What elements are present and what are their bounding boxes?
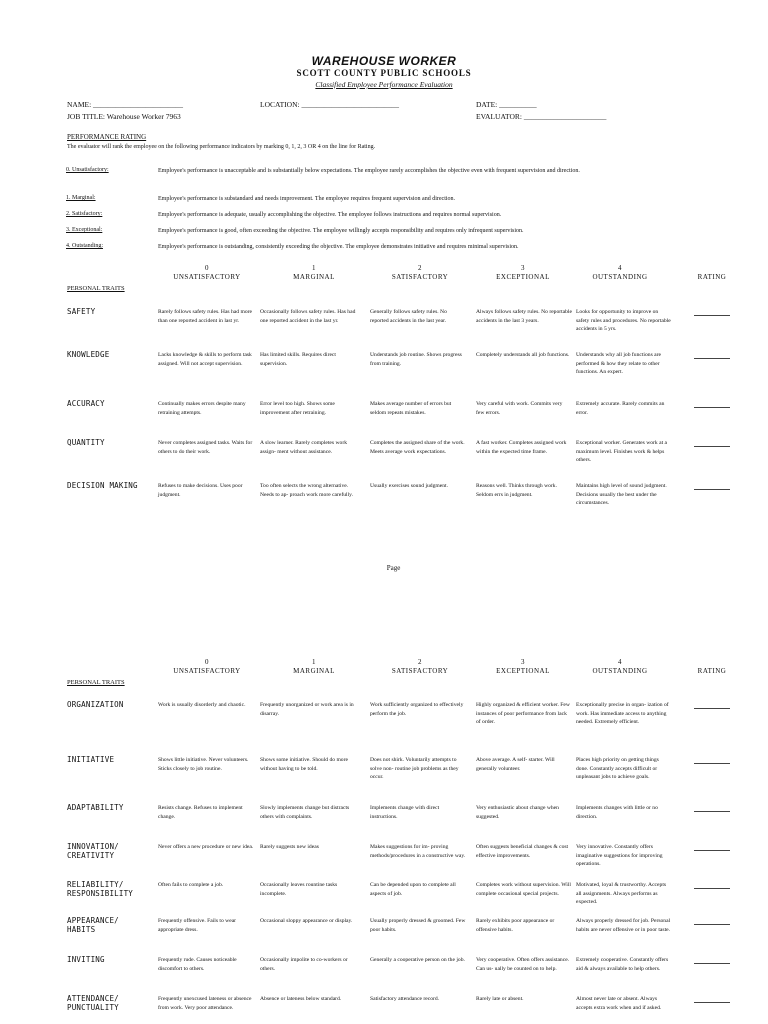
trait-description: Very cooperative. Often offers assistance. Can us- ually be counted on to help. [476, 957, 570, 972]
column-header-3 [473, 264, 573, 283]
column-number: 4 [618, 658, 622, 666]
trait-description: Frequently unexcused lateness or absence from work. Very poor attendance. [158, 996, 252, 1011]
trait-description: Implements change with direct instructions. [370, 805, 440, 820]
trait-description: Usually properly dressed & groomed. Few poor habits. [370, 918, 466, 933]
rating-input-line-p1-0[interactable] [694, 315, 730, 316]
trait-description: A fast worker. Completes assigned work within the expected time frame. [476, 440, 567, 455]
trait-description: Usually exercises sound judgment. [370, 483, 448, 489]
scale-label-2: 2. Satisfactory: [66, 211, 103, 217]
rating-input-line-p2-0[interactable] [694, 708, 730, 709]
evaluator-field[interactable]: EVALUATOR: ______________________ [476, 112, 607, 121]
rating-column-header: RATING [697, 667, 727, 675]
column-header-1 [264, 658, 364, 677]
trait-description: Rarely follows safety rules. Has had more than one reported accident in last yr. [158, 309, 252, 324]
trait-description: Extremely accurate. Rarely commits an error. [576, 401, 665, 416]
trait-description: Above average. A self- starter. Will generally volunteer. [476, 757, 555, 772]
trait-description: Shows some initiative. Should do more without having to be told. [260, 757, 348, 772]
trait-description: Highly organized & efficient worker. Few instances of poor performance from lack of order. [476, 702, 570, 726]
trait-name: KNOWLEDGE [67, 350, 110, 359]
rating-input-line-p2-5[interactable] [694, 924, 730, 925]
trait-description: Very careful with work. Commits very few errors. [476, 401, 563, 416]
column-header-4 [570, 658, 670, 677]
scale-label-3: 3. Exceptional: [66, 227, 103, 233]
trait-description: Often fails to complete a job. [158, 882, 224, 888]
trait-description: Exceptional worker. Generates work at a maximum level. Finishes work & helps others. [576, 440, 668, 464]
trait-name: APPEARANCE/ HABITS [67, 916, 119, 934]
trait-description: Frequently rude. Causes noticeable discomfort to others. [158, 957, 237, 972]
trait-description: Maintains high level of sound judgment. Decisions usually the best under the circumstances. [576, 483, 667, 507]
trait-description: Satisfactory attendance record. [370, 996, 440, 1002]
column-name: OUTSTANDING [592, 667, 648, 676]
column-name: UNSATISFACTORY [173, 667, 241, 676]
column-number: 4 [618, 264, 622, 272]
column-number: 3 [521, 264, 525, 272]
trait-description: Implements changes with little or no direction. [576, 805, 658, 820]
rating-input-line-p2-4[interactable] [694, 888, 730, 889]
trait-description: Error level too high. Shows some improvement after retraining. [260, 401, 335, 416]
scale-desc-3: Employee's performance is good, often exceeding the objective. The employee willingly accepts responsibility and requires only infrequent supervision. [158, 228, 524, 234]
form-subtitle: Classified Employee Performance Evaluation [315, 80, 453, 89]
trait-name: ATTENDANCE/ PUNCTUALITY [67, 994, 119, 1012]
column-name: SATISFACTORY [391, 667, 449, 676]
rating-input-line-p1-2[interactable] [694, 407, 730, 408]
rating-input-line-p2-2[interactable] [694, 811, 730, 812]
scale-label-4: 4. Outstanding: [66, 243, 103, 249]
scale-label-0: 0. Unsatisfactory: [66, 167, 109, 173]
trait-description: Slowly implements change but distracts others with complaints. [260, 805, 350, 820]
column-name: OUTSTANDING [592, 273, 648, 282]
form-title: WAREHOUSE WORKER [311, 54, 457, 68]
column-name: EXCEPTIONAL [496, 667, 550, 676]
trait-description: Frequently offensive. Fails to wear appropriate dress. [158, 918, 237, 933]
trait-description: Occasional sloppy appearance or display. [260, 918, 353, 924]
column-header-2 [370, 658, 470, 677]
trait-name: DECISION MAKING [67, 481, 138, 490]
trait-name: ORGANIZATION [67, 700, 124, 709]
trait-description: Completes work without supervision. Will complete occasional special projects. [476, 882, 571, 897]
trait-description: Has limited skills. Requires direct supervision. [260, 352, 336, 367]
trait-description: Motivated, loyal & trustworthy. Accepts all assignments. Always performs as expected. [576, 882, 667, 906]
section-label-personal-traits: PERSONAL TRAITS [67, 285, 125, 292]
trait-name: RELIABILITY/ RESPONSIBILITY [67, 880, 134, 898]
column-header-3 [473, 658, 573, 677]
trait-description: Extremely cooperative. Constantly offers aid & always available to help others. [576, 957, 669, 972]
trait-name: INNOVATION/ CREATIVITY [67, 842, 119, 860]
trait-description: A slow learner. Rarely completes work assign- ment without assistance. [260, 440, 347, 455]
rating-instructions: The evaluator will rank the employee on the following performance indicators by marking 0, 1, 2, 3 OR 4 on the line for Rating. [67, 144, 376, 150]
column-number: 2 [418, 264, 422, 272]
trait-description: Refuses to make decisions. Uses poor judgment. [158, 483, 243, 498]
column-name: EXCEPTIONAL [496, 273, 550, 282]
trait-description: Always properly dressed for job. Personal habits are never offensive or in poor taste. [576, 918, 671, 933]
column-header-2 [370, 264, 470, 283]
trait-name: INITIATIVE [67, 755, 115, 764]
column-name: MARGINAL [293, 667, 335, 676]
trait-description: Too often selects the wrong alternative. Needs to ap- proach work more carefully. [260, 483, 353, 498]
trait-description: Looks for opportunity to improve on safety rules and procedures. No reportable accidents in 5 yrs. [576, 309, 671, 333]
location-field[interactable]: LOCATION: __________________________ [260, 100, 399, 109]
trait-name: SAFETY [67, 307, 96, 316]
trait-description: Does not shirk. Voluntarily attempts to solve non- routine job problems as they occur. [370, 757, 459, 781]
column-number: 3 [521, 658, 525, 666]
scale-desc-0: Employee's performance is unacceptable and is substantially below expectations. The employee rarely accomplishes the objective even with frequent supervision and direction. [158, 168, 580, 174]
rating-input-line-p1-4[interactable] [694, 489, 730, 490]
section-label-personal-traits: PERSONAL TRAITS [67, 679, 125, 686]
scale-label-1: 1. Marginal: [66, 195, 96, 201]
trait-description: Often suggests beneficial changes & cost effective improvements. [476, 844, 569, 859]
column-number: 0 [205, 264, 209, 272]
trait-description: Makes suggestions for im- proving methods/procedures in a constructive way. [370, 844, 466, 859]
trait-description: Absence or lateness below standard. [260, 996, 342, 1002]
trait-description: Shows little initiative. Never volunteers. Sticks closely to job routine. [158, 757, 249, 772]
column-name: SATISFACTORY [391, 273, 449, 282]
trait-description: Work sufficiently organized to effectively perform the job. [370, 702, 464, 717]
trait-description: Very innovative. Constantly offers imaginative suggestions for improving operations. [576, 844, 663, 868]
trait-description: Completely understands all job functions. [476, 352, 570, 358]
trait-description: Continually makes errors despite many retraining attempts. [158, 401, 246, 416]
column-number: 1 [312, 658, 316, 666]
job-title-field: JOB TITLE: Warehouse Worker 7963 [67, 112, 181, 121]
rating-input-line-p2-1[interactable] [694, 763, 730, 764]
trait-description: Completes the assigned share of the work. Meets average work expectations. [370, 440, 465, 455]
column-header-4 [570, 264, 670, 283]
trait-description: Generally follows safety rules. No reported accidents in the last year. [370, 309, 447, 324]
trait-description: Understands job routine. Shows progress from training. [370, 352, 462, 367]
trait-description: Occasionally follows safety rules. Has had one reported accident in the last yr. [260, 309, 356, 324]
rating-column-header: RATING [697, 273, 727, 281]
rating-input-line-p2-3[interactable] [694, 850, 730, 851]
trait-description: Occasionally impolite to co-workers or others. [260, 957, 348, 972]
scale-desc-4: Employee's performance is outstanding, consistently exceeding the objective. The employee demonstrates initiative and requires minimal supervision. [158, 244, 519, 250]
scale-desc-1: Employee's performance is substandard and needs improvement. The employee requires frequent supervision and direction. [158, 196, 456, 202]
trait-description: Understands why all job functions are performed & how they relate to other functions. An expert. [576, 352, 661, 376]
trait-description: Never completes assigned tasks. Waits for others to do their work. [158, 440, 253, 455]
rating-input-line-p2-6[interactable] [694, 963, 730, 964]
rating-input-line-p1-1[interactable] [694, 358, 730, 359]
trait-description: Lacks knowledge & skills to perform task assigned. Will not accept supervision. [158, 352, 252, 367]
trait-description: Work is usually disorderly and chaotic. [158, 702, 246, 708]
scale-desc-2: Employee's performance is adequate, usually accomplishing the objective. The employee follows instructions and requires normal supervision. [158, 212, 502, 218]
organization-name: SCOTT COUNTY PUBLIC SCHOOLS [296, 68, 472, 78]
trait-description: Generally a cooperative person on the job. [370, 957, 465, 963]
column-header-0 [157, 658, 257, 677]
trait-description: Makes average number of errors but seldom repeats mistakes. [370, 401, 452, 416]
trait-description: Reasons well. Thinks through work. Seldom errs in judgment. [476, 483, 558, 498]
trait-description: Very enthusiastic about change when suggested. [476, 805, 559, 820]
trait-description: Never offers a new procedure or new idea. [158, 844, 254, 850]
trait-description: Rarely exhibits poor appearance or offensive habits. [476, 918, 555, 933]
trait-description: Exceptionally precise in organ- ization of work. Has immediate access to anything needed. Extremely efficient. [576, 702, 669, 726]
trait-description: Rarely suggests new ideas [260, 844, 319, 850]
column-number: 2 [418, 658, 422, 666]
rating-input-line-p1-3[interactable] [694, 446, 730, 447]
trait-name: ADAPTABILITY [67, 803, 124, 812]
trait-description: Occasionally leaves rountine tasks incomplete. [260, 882, 338, 897]
column-header-1 [264, 264, 364, 283]
trait-description: Rarely late or absent. [476, 996, 524, 1002]
trait-name: ACCURACY [67, 399, 105, 408]
trait-description: Places high priority on getting things done. Constantly accepts difficult or unpleasant jobs to achieve goals. [576, 757, 659, 781]
performance-rating-heading: PERFORMANCE RATING [67, 133, 147, 141]
trait-name: INVITING [67, 955, 105, 964]
trait-description: Always follows safety rules. No reportable accidents in the last 3 years. [476, 309, 573, 324]
column-name: MARGINAL [293, 273, 335, 282]
column-name: UNSATISFACTORY [173, 273, 241, 282]
rating-input-line-p2-7[interactable] [694, 1002, 730, 1003]
column-number: 1 [312, 264, 316, 272]
column-header-0 [157, 264, 257, 283]
trait-description: Can be depended upon to complete all aspects of job. [370, 882, 456, 897]
trait-name: QUANTITY [67, 438, 105, 447]
trait-description: Frequently unorganized or work area is in disarray. [260, 702, 354, 717]
name-field[interactable]: NAME: ________________________ [67, 100, 184, 109]
page-footer: Page [386, 564, 401, 572]
trait-description: Almost never late or absent. Always accepts extra work when and if asked. [576, 996, 662, 1011]
trait-description: Resists change. Refuses to implement change. [158, 805, 243, 820]
column-number: 0 [205, 658, 209, 666]
date-field[interactable]: DATE: __________ [476, 100, 537, 109]
